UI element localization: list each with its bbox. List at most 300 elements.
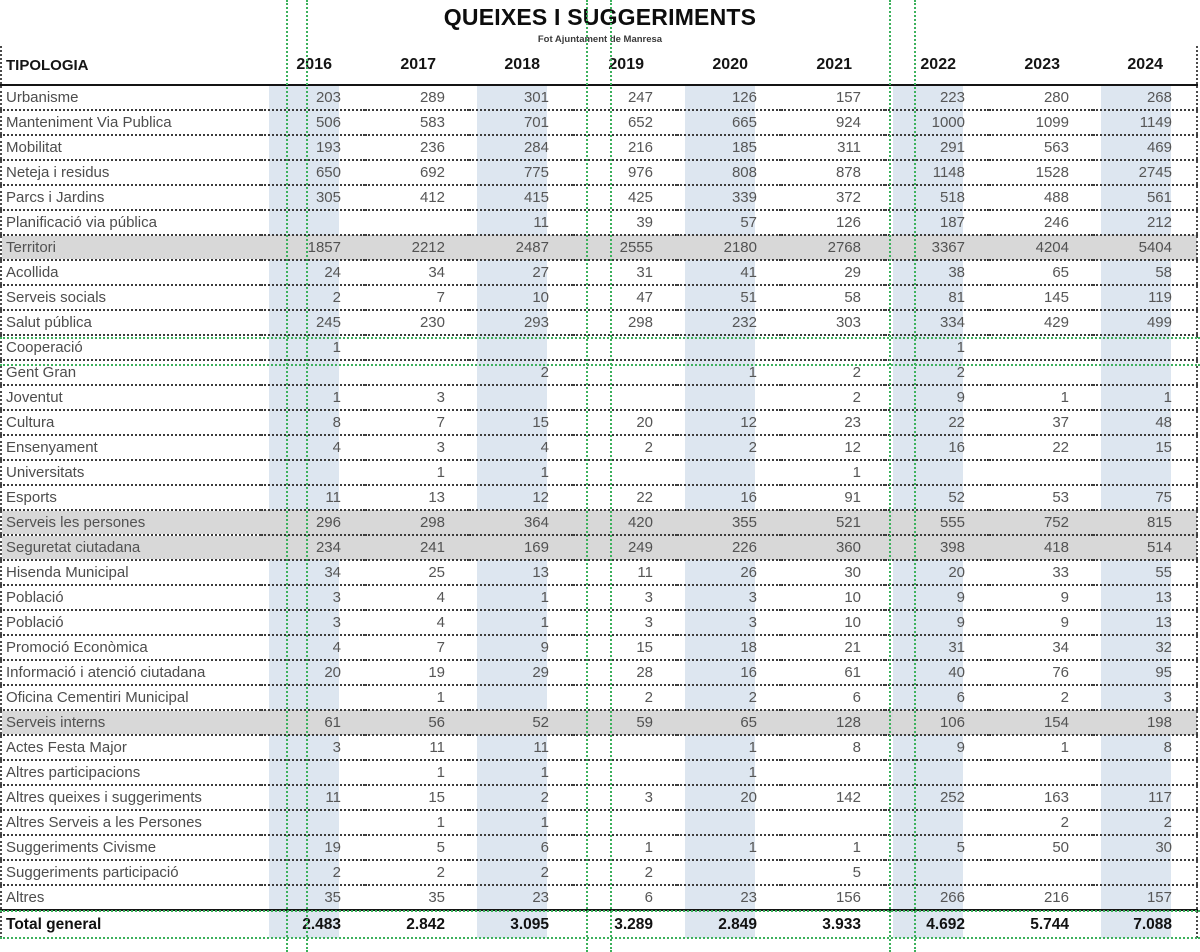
cell-2018: 27 [469, 260, 573, 285]
cell-2022: 22 [885, 410, 989, 435]
table-row-ensenyament [1, 435, 1197, 460]
cell-2022: 16 [885, 435, 989, 460]
page-subtitle: Fot Ajuntament de Manresa [537, 34, 663, 45]
cell-2017: 230 [419, 314, 445, 331]
cell-2022: 6 [885, 685, 989, 710]
cell-2017 [365, 335, 469, 360]
cell-2021: 3.933 [822, 916, 861, 933]
cell-2023: 154 [989, 710, 1093, 735]
cell-2020: 2 [677, 685, 781, 710]
cell-2022: 38 [885, 260, 989, 285]
cell-2017 [365, 210, 469, 235]
cell-2021: 311 [837, 139, 861, 156]
cell-2017: 412 [419, 189, 445, 206]
cell-2018: 11 [469, 735, 573, 760]
cell-2017: 692 [419, 164, 445, 181]
row-label: Oficina Cementiri Municipal [6, 689, 189, 706]
cell-2024: 561 [1093, 185, 1197, 210]
table-row-gent-gran [1, 360, 1197, 385]
cell-2022: 334 [885, 310, 989, 335]
cell-2022: 1148 [885, 160, 989, 185]
cell-2023: 163 [1043, 789, 1069, 806]
cell-2022: 518 [885, 185, 989, 210]
table-row-promoci-econ-mica [1, 635, 1197, 660]
cell-2016: 2.483 [261, 910, 365, 938]
cell-2024: 13 [1093, 585, 1197, 610]
cell-2023: 752 [989, 510, 1093, 535]
cell-2020: 12 [677, 410, 781, 435]
cell-2021: 23 [844, 414, 861, 431]
cell-2021: 303 [835, 314, 861, 331]
cell-2023: 4204 [989, 235, 1093, 260]
cell-2016: 19 [261, 835, 365, 860]
cell-2019: 2 [644, 864, 653, 881]
table-row-serveis-les-persones [1, 510, 1197, 535]
row-label: Altres [6, 889, 45, 906]
cell-2020: 18 [677, 635, 781, 660]
cell-2016: 20 [261, 660, 365, 685]
table-row-seguretat-ciutadana [1, 535, 1197, 560]
cell-2019 [573, 335, 677, 360]
cell-2017: 19 [428, 664, 445, 681]
row-label: Joventut [6, 389, 63, 406]
cell-2024: 157 [1093, 885, 1197, 910]
cell-2023: 2 [1060, 814, 1069, 831]
cell-2020: 16 [677, 660, 781, 685]
cell-2019: 20 [636, 414, 653, 431]
cell-2018: 6 [469, 835, 573, 860]
cell-2017: 289 [419, 89, 445, 106]
row-label: Acollida [6, 264, 59, 281]
cell-2021: 61 [844, 664, 861, 681]
cell-2018: 293 [469, 310, 573, 335]
cell-2022 [885, 760, 989, 785]
table-header-row [1, 46, 1197, 85]
table-row-hisenda-municipal [1, 560, 1197, 585]
cell-2021: 128 [781, 710, 885, 735]
cell-2022: 398 [885, 535, 989, 560]
table-row-suggeriments-civisme [1, 835, 1197, 860]
column-header-2021: 2021 [781, 46, 885, 85]
cell-2020 [677, 335, 781, 360]
cell-2024: 95 [1093, 660, 1197, 685]
cell-2017: 7 [436, 414, 445, 431]
cell-2024: 1149 [1093, 110, 1197, 135]
cell-2017: 1 [436, 764, 445, 781]
column-header-2023: 2023 [989, 46, 1093, 85]
cell-2024: 13 [1093, 610, 1197, 635]
cell-2018: 701 [469, 110, 573, 135]
cell-2020: 339 [677, 185, 781, 210]
cell-2021: 8 [852, 739, 861, 756]
cell-2021 [781, 760, 885, 785]
cell-2017: 298 [365, 510, 469, 535]
cell-2024: 514 [1093, 535, 1197, 560]
cell-2017: 2212 [365, 235, 469, 260]
table-row-parcs-i-jardins [1, 185, 1197, 210]
cell-2020: 51 [677, 285, 781, 310]
cell-2016: 203 [261, 85, 365, 110]
cell-2019: 28 [636, 664, 653, 681]
cell-2019: 3.289 [614, 916, 653, 933]
cell-2024: 58 [1093, 260, 1197, 285]
cell-2016: 4 [261, 635, 365, 660]
row-label: Població [6, 589, 64, 606]
cell-2022: 187 [885, 210, 989, 235]
cell-2019: 2 [644, 689, 653, 706]
cell-2020: 57 [677, 210, 781, 235]
cell-2020 [677, 460, 781, 485]
cell-2017: 583 [419, 114, 445, 131]
cell-2023: 33 [1052, 564, 1069, 581]
cell-2019 [573, 460, 677, 485]
cell-2017: 25 [428, 564, 445, 581]
page-title: QUEIXES I SUGGERIMENTS [443, 4, 757, 30]
cell-2020: 1 [677, 735, 781, 760]
cell-2022 [885, 810, 989, 835]
cell-2024: 119 [1093, 285, 1197, 310]
cell-2024: 15 [1093, 435, 1197, 460]
cell-2020: 185 [677, 135, 781, 160]
cell-2021: 156 [835, 889, 861, 906]
cell-2019 [573, 360, 677, 385]
cell-2018: 11 [469, 210, 573, 235]
cell-2019: 22 [636, 489, 653, 506]
cell-2016 [261, 760, 365, 785]
cell-2022: 81 [885, 285, 989, 310]
cell-2022: 9 [885, 610, 989, 635]
cell-2019: 425 [627, 189, 653, 206]
cell-2022: 3367 [885, 235, 989, 260]
cell-2023: 1 [1060, 739, 1069, 756]
row-label: Serveis les persones [1, 510, 261, 535]
cell-2018: 2 [469, 785, 573, 810]
row-label: Altres queixes i suggeriments [6, 789, 202, 806]
table-row-actes-festa-major [1, 735, 1197, 760]
row-label: Serveis interns [1, 710, 261, 735]
row-label: Altres Serveis a les Persones [6, 814, 202, 831]
cell-2023: 1528 [1035, 164, 1069, 181]
cell-2018: 29 [469, 660, 573, 685]
cell-2020: 2.849 [677, 910, 781, 938]
cell-2020 [677, 810, 781, 835]
cell-2024: 3 [1093, 685, 1197, 710]
cell-2021: 10 [844, 589, 861, 606]
cell-2023: 76 [1052, 664, 1069, 681]
cell-2021: 372 [835, 189, 861, 206]
cell-2021: 6 [852, 689, 861, 706]
cell-2022 [885, 460, 989, 485]
cell-2016: 8 [261, 410, 365, 435]
cell-2020 [677, 860, 781, 885]
cell-2021: 2 [852, 364, 861, 381]
cell-2020: 808 [677, 160, 781, 185]
cell-2023: 5.744 [1030, 916, 1069, 933]
cell-2018: 13 [469, 560, 573, 585]
cell-2016: 650 [261, 160, 365, 185]
cell-2023: 2 [1060, 689, 1069, 706]
cell-2017: 236 [419, 139, 445, 156]
column-header-2022: 2022 [885, 46, 989, 85]
column-header-tipologia: TIPOLOGIA [1, 46, 261, 85]
cell-2024: 117 [1093, 785, 1197, 810]
cell-2021: 1 [852, 839, 861, 856]
cell-2024: 268 [1093, 85, 1197, 110]
cell-2018 [469, 385, 573, 410]
cell-2023: 65 [1052, 264, 1069, 281]
row-label: Parcs i Jardins [6, 189, 105, 206]
cell-2024: 48 [1093, 410, 1197, 435]
table-row-serveis-socials [1, 285, 1197, 310]
cell-2018: 2 [469, 360, 573, 385]
cell-2022: 9 [885, 385, 989, 410]
cell-2016: 11 [261, 485, 365, 510]
cell-2021: 58 [844, 289, 861, 306]
cell-2022 [885, 860, 989, 885]
cell-2020: 41 [677, 260, 781, 285]
cell-2017: 35 [428, 889, 445, 906]
cell-2016: 296 [261, 510, 365, 535]
cell-2021: 2 [852, 389, 861, 406]
cell-2024: 8 [1093, 735, 1197, 760]
cell-2017: 3 [436, 389, 445, 406]
table-row-altres-serveis-a-les-persones [1, 810, 1197, 835]
cell-2023: 22 [1052, 439, 1069, 456]
row-label: Total general [6, 916, 102, 933]
cell-2020: 3 [677, 585, 781, 610]
cell-2020: 355 [677, 510, 781, 535]
row-label: Ensenyament [6, 439, 98, 456]
report-header [0, 0, 1200, 45]
cell-2021: 21 [844, 639, 861, 656]
table-row-territori [1, 235, 1197, 260]
cell-2021: 157 [835, 89, 861, 106]
cell-2021: 5 [852, 864, 861, 881]
table-row-mobilitat [1, 135, 1197, 160]
cell-2024: 499 [1093, 310, 1197, 335]
column-header-2016: 2016 [261, 46, 365, 85]
row-label: Suggeriments Civisme [6, 839, 157, 856]
table-row-universitats [1, 460, 1197, 485]
cell-2019: 39 [636, 214, 653, 231]
cell-2019: 976 [627, 164, 653, 181]
cell-2022: 1 [885, 335, 989, 360]
table-row-total-general [1, 910, 1197, 938]
row-label: Seguretat ciutadana [1, 535, 261, 560]
cell-2020: 16 [677, 485, 781, 510]
cell-2017: 13 [428, 489, 445, 506]
cell-2016: 1 [261, 385, 365, 410]
cell-2020: 2180 [677, 235, 781, 260]
table-row-cooperaci [1, 335, 1197, 360]
row-label: Informació i atenció ciutadana [6, 664, 206, 681]
row-label: Gent Gran [6, 364, 77, 381]
cell-2022: 291 [885, 135, 989, 160]
cell-2022: 266 [885, 885, 989, 910]
table-row-acollida [1, 260, 1197, 285]
cell-2019: 652 [627, 114, 653, 131]
table-row-urbanisme [1, 85, 1197, 110]
cell-2018: 1 [469, 810, 573, 835]
cell-2016: 34 [261, 560, 365, 585]
cell-2016 [261, 360, 365, 385]
cell-2020: 126 [677, 85, 781, 110]
cell-2022: 9 [885, 735, 989, 760]
cell-2024: 55 [1093, 560, 1197, 585]
cell-2016 [261, 460, 365, 485]
cell-2017: 3 [436, 439, 445, 456]
cell-2019: 216 [627, 139, 653, 156]
cell-2018: 2 [469, 860, 573, 885]
cell-2022: 40 [885, 660, 989, 685]
cell-2019: 15 [636, 639, 653, 656]
cell-2022: 20 [885, 560, 989, 585]
cell-2019: 3 [644, 789, 653, 806]
cell-2016 [261, 210, 365, 235]
cell-2024: 815 [1093, 510, 1197, 535]
row-label: Actes Festa Major [6, 739, 127, 756]
cell-2016: 506 [261, 110, 365, 135]
cell-2023: 37 [1052, 414, 1069, 431]
cell-2020: 1 [677, 835, 781, 860]
table-row-manteniment-via-publica [1, 110, 1197, 135]
cell-2024: 32 [1093, 635, 1197, 660]
cell-2021: 12 [844, 439, 861, 456]
cell-2023: 50 [1052, 839, 1069, 856]
cell-2023: 1099 [1035, 114, 1069, 131]
row-label: Hisenda Municipal [6, 564, 129, 581]
cell-2016 [261, 685, 365, 710]
cell-2024: 5404 [1093, 235, 1197, 260]
cell-2017: 4 [436, 614, 445, 631]
cell-2024: 1 [1093, 385, 1197, 410]
cell-2024: 2 [1093, 810, 1197, 835]
cell-2016: 3 [261, 585, 365, 610]
cell-2018: 23 [469, 885, 573, 910]
cell-2018: 3.095 [469, 910, 573, 938]
cell-2018: 4 [469, 435, 573, 460]
cell-2024: 212 [1093, 210, 1197, 235]
cell-2019: 420 [573, 510, 677, 535]
cell-2020: 3 [677, 610, 781, 635]
column-header-2019: 2019 [573, 46, 677, 85]
cell-2024 [1093, 335, 1197, 360]
cell-2019: 2 [644, 439, 653, 456]
column-header-2020: 2020 [677, 46, 781, 85]
cell-2017: 56 [365, 710, 469, 735]
cell-2018: 1 [469, 585, 573, 610]
table-row-oficina-cementiri-municipal [1, 685, 1197, 710]
cell-2018: 2487 [469, 235, 573, 260]
table-row-poblaci [1, 610, 1197, 635]
cell-2021: 29 [844, 264, 861, 281]
queixes-suggeriments-table [0, 46, 1198, 938]
cell-2016: 193 [261, 135, 365, 160]
cell-2023: 280 [1043, 89, 1069, 106]
cell-2023 [989, 360, 1093, 385]
cell-2023 [989, 460, 1093, 485]
cell-2019: 6 [644, 889, 653, 906]
cell-2016: 305 [261, 185, 365, 210]
cell-2022: 4.692 [885, 910, 989, 938]
table-row-altres-queixes-i-suggeriments [1, 785, 1197, 810]
cell-2018 [469, 335, 573, 360]
column-header-2018: 2018 [469, 46, 573, 85]
cell-2023: 246 [1043, 214, 1069, 231]
cell-2016 [261, 810, 365, 835]
row-label: Territori [1, 235, 261, 260]
cell-2020: 20 [677, 785, 781, 810]
cell-2019: 59 [573, 710, 677, 735]
table-row-serveis-interns [1, 710, 1197, 735]
cell-2019: 298 [627, 314, 653, 331]
cell-2022: 9 [885, 585, 989, 610]
cell-2023: 418 [989, 535, 1093, 560]
cell-2018: 1 [469, 610, 573, 635]
cell-2024 [1093, 460, 1197, 485]
cell-2020: 665 [677, 110, 781, 135]
cell-2017 [365, 360, 469, 385]
cell-2020: 1 [677, 760, 781, 785]
row-label: Serveis socials [6, 289, 107, 306]
cell-2023 [989, 335, 1093, 360]
row-label: Manteniment Via Publica [6, 114, 172, 131]
row-label: Universitats [6, 464, 85, 481]
cell-2017: 34 [428, 264, 445, 281]
cell-2016: 3 [261, 610, 365, 635]
cell-2022: 252 [885, 785, 989, 810]
cell-2022: 5 [885, 835, 989, 860]
cell-2023: 34 [1052, 639, 1069, 656]
cell-2017: 1 [436, 464, 445, 481]
cell-2019: 31 [636, 264, 653, 281]
cell-2017: 7 [436, 289, 445, 306]
row-label: Mobilitat [6, 139, 62, 156]
cell-2017: 2.842 [406, 916, 445, 933]
cell-2017: 2 [436, 864, 445, 881]
table-row-altres [1, 885, 1197, 910]
cell-2018: 9 [469, 635, 573, 660]
cell-2020: 2 [677, 435, 781, 460]
cell-2023 [989, 860, 1093, 885]
cell-2019 [573, 385, 677, 410]
cell-2019: 2555 [573, 235, 677, 260]
row-label: Urbanisme [6, 89, 79, 106]
cell-2016: 4 [261, 435, 365, 460]
cell-2024: 469 [1093, 135, 1197, 160]
table-row-salut-p-blica [1, 310, 1197, 335]
cell-2022: 555 [885, 510, 989, 535]
row-label: Suggeriments participació [6, 864, 179, 881]
cell-2021: 2768 [781, 235, 885, 260]
cell-2019: 47 [636, 289, 653, 306]
cell-2019: 3 [644, 589, 653, 606]
cell-2017: 7 [436, 639, 445, 656]
row-label: Població [6, 614, 64, 631]
cell-2019: 1 [644, 839, 653, 856]
cell-2016: 61 [261, 710, 365, 735]
cell-2020: 1 [677, 360, 781, 385]
cell-2018: 775 [469, 160, 573, 185]
cell-2021 [781, 810, 885, 835]
cell-2024 [1093, 760, 1197, 785]
cell-2022: 223 [885, 85, 989, 110]
cell-2016: 2 [261, 860, 365, 885]
cell-2024: 7.088 [1093, 910, 1197, 938]
cell-2020: 23 [677, 885, 781, 910]
cell-2021: 1 [852, 464, 861, 481]
cell-2018: 415 [469, 185, 573, 210]
